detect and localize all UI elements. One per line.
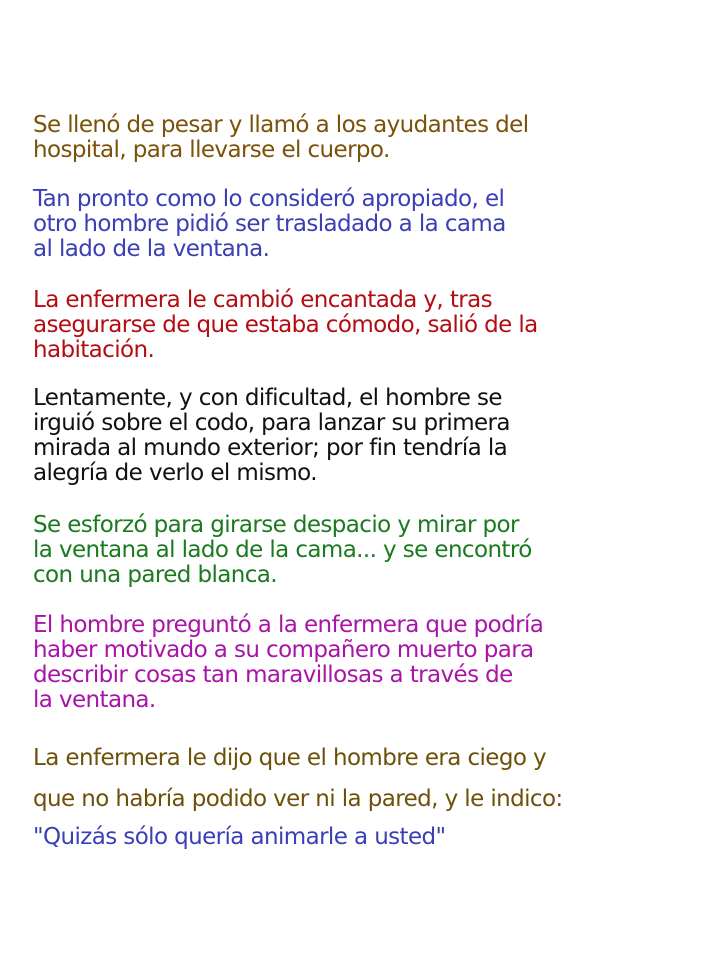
paragraph-line: haber motivado a su compañero muerto para: [33, 637, 534, 663]
paragraph-1: [33, 113, 529, 163]
paragraph-6: [33, 613, 543, 713]
paragraph-line: irguió sobre el codo, para lanzar su primera: [33, 410, 510, 436]
closing-quote: [33, 825, 446, 850]
paragraph-line: con una pared blanca.: [33, 562, 277, 588]
paragraph-7: [33, 738, 563, 820]
paragraph-3: [33, 288, 538, 363]
paragraph-4: [33, 386, 510, 486]
paragraph-line: habitación.: [33, 337, 155, 363]
paragraph-line: Se llenó de pesar y llamó a los ayudantes del: [33, 112, 529, 138]
paragraph-line: El hombre preguntó a la enfermera que podría: [33, 612, 544, 638]
paragraph-line: que no habría podido ver ni la pared, y le indico:: [33, 786, 563, 812]
paragraph-line: mirada al mundo exterior; por fin tendría la: [33, 435, 508, 461]
paragraph-2: [33, 187, 506, 262]
paragraph-line: la ventana.: [33, 687, 156, 713]
paragraph-line: describir cosas tan maravillosas a través de: [33, 662, 513, 688]
paragraph-line: hospital, para llevarse el cuerpo.: [33, 137, 390, 163]
paragraph-line: Tan pronto como lo consideró apropiado, el: [33, 186, 505, 212]
paragraph-line: otro hombre pidió ser trasladado a la cama: [33, 211, 506, 237]
paragraph-line: Lentamente, y con dificultad, el hombre se: [33, 385, 502, 411]
paragraph-line: al lado de la ventana.: [33, 236, 270, 262]
paragraph-line: La enfermera le cambió encantada y, tras: [33, 287, 492, 313]
paragraph-line: alegría de verlo el mismo.: [33, 460, 317, 486]
paragraph-line: "Quizás sólo quería animarle a usted": [33, 824, 446, 850]
paragraph-line: Se esforzó para girarse despacio y mirar por: [33, 512, 519, 538]
paragraph-line: La enfermera le dijo que el hombre era ciego y: [33, 745, 547, 771]
paragraph-line: la ventana al lado de la cama... y se encontró: [33, 537, 532, 563]
paragraph-line: asegurarse de que estaba cómodo, salió de la: [33, 312, 538, 338]
paragraph-5: [33, 513, 532, 588]
